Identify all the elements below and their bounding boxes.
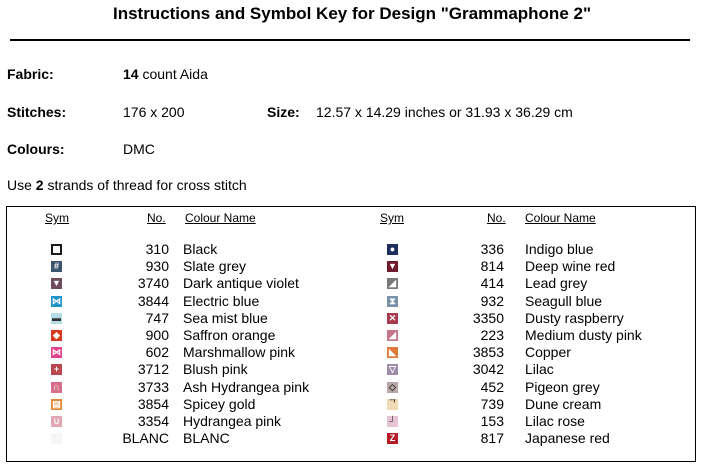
colour-name: Ash Hydrangea pink (183, 378, 310, 395)
dmc-number: 414 (480, 275, 504, 292)
strands-note (7, 177, 247, 193)
dmc-number: 153 (480, 412, 504, 429)
header-sym-left: Sym (45, 211, 69, 225)
colour-name: Dusty raspberry (525, 309, 624, 326)
colour-name: Seagull blue (525, 292, 603, 309)
key-row (7, 361, 352, 378)
key-row (7, 275, 352, 292)
key-row (352, 293, 697, 310)
symbol-swatch-icon: ▬ (52, 312, 61, 323)
strands-post: strands of thread for cross stitch (43, 177, 247, 193)
colour-name: Marshmallow pink (183, 344, 296, 361)
symbol-swatch-icon: ⋈ (52, 295, 61, 306)
dmc-number: 3740 (137, 275, 169, 292)
colour-name: Lilac (525, 361, 554, 378)
dmc-number: 3712 (137, 361, 169, 378)
symbol-swatch-icon: Z (387, 433, 398, 444)
key-row (352, 241, 697, 258)
colours-label: Colours: (7, 141, 65, 157)
key-row (7, 241, 352, 258)
header-sym-right: Sym (380, 211, 404, 225)
key-row (352, 430, 697, 447)
symbol-swatch-icon: + (51, 364, 62, 375)
colour-name: Saffron orange (183, 326, 276, 343)
key-row (7, 396, 352, 413)
symbol-swatch-icon: ∪ (51, 416, 62, 427)
colour-name: Blush pink (183, 361, 248, 378)
symbol-key-table (6, 206, 696, 462)
key-column-left (7, 241, 352, 447)
colour-name: Spicey gold (183, 395, 256, 412)
dmc-number: 3042 (472, 361, 504, 378)
title-divider (10, 39, 690, 41)
symbol-swatch-icon: ◢ (387, 278, 398, 289)
dmc-number: 930 (145, 258, 169, 275)
dmc-number: 814 (480, 258, 504, 275)
page-title: Instructions and Symbol Key for Design "Grammaphone 2" (112, 4, 592, 23)
symbol-swatch-icon: ◆ (51, 330, 62, 341)
fabric-count: 14 (123, 66, 139, 82)
dmc-number: 3854 (137, 395, 169, 412)
colour-name: BLANC (183, 430, 230, 447)
dmc-number: 739 (480, 395, 504, 412)
key-row (7, 413, 352, 430)
symbol-swatch-icon: # (51, 261, 62, 272)
dmc-number: BLANC (122, 430, 169, 447)
symbol-swatch-icon: ✕ (388, 312, 397, 323)
colour-name: Dark antique violet (183, 275, 299, 292)
colour-name: Indigo blue (525, 241, 594, 257)
colour-name: Electric blue (183, 292, 260, 309)
dmc-number: 602 (145, 344, 169, 361)
colours-value: DMC (123, 141, 155, 157)
size-label: Size: (267, 104, 300, 120)
header-no-right: No. (487, 211, 506, 225)
dmc-number: 3844 (137, 292, 169, 309)
symbol-swatch-icon: ▽ (387, 364, 398, 375)
symbol-swatch-icon: ◇ (387, 382, 398, 393)
key-row (352, 310, 697, 327)
key-row (7, 327, 352, 344)
header-name-right: Colour Name (525, 211, 596, 225)
dmc-number: 336 (480, 241, 504, 257)
symbol-swatch-icon: ● (387, 244, 398, 255)
stitches-label: Stitches: (7, 104, 67, 120)
stitches-value: 176 x 200 (123, 104, 185, 120)
symbol-swatch-icon: ▼ (388, 261, 397, 272)
key-row (7, 430, 352, 447)
dmc-number: 3853 (472, 344, 504, 361)
symbol-swatch-icon (51, 433, 62, 444)
symbol-swatch-icon: ◢ (387, 330, 398, 341)
key-row (7, 344, 352, 361)
key-row (352, 327, 697, 344)
symbol-swatch-icon: ┘ (387, 416, 398, 427)
colour-name: Black (183, 241, 218, 257)
dmc-number: 3354 (137, 412, 169, 429)
dmc-number: 310 (145, 241, 169, 257)
colour-name: Japanese red (525, 430, 610, 447)
key-row (7, 310, 352, 327)
dmc-number: 900 (145, 326, 169, 343)
key-column-right (352, 241, 697, 447)
fabric-value (123, 66, 208, 82)
header-no-left: No. (147, 211, 166, 225)
header-name-left: Colour Name (185, 211, 256, 225)
symbol-swatch-icon: ⋈ (52, 347, 61, 358)
symbol-swatch-icon: ᄀ (388, 398, 397, 409)
key-row (7, 379, 352, 396)
dmc-number: 932 (480, 292, 504, 309)
symbol-swatch-icon: ⧗ (387, 296, 398, 307)
fabric-label: Fabric: (7, 66, 54, 82)
size-value: 12.57 x 14.29 inches or 31.93 x 36.29 cm (316, 104, 573, 120)
colour-name: Slate grey (183, 258, 247, 275)
fabric-type: count Aida (138, 66, 208, 82)
key-row (7, 258, 352, 275)
key-row (352, 361, 697, 378)
dmc-number: 817 (480, 430, 504, 447)
strands-pre: Use (7, 177, 36, 193)
key-row (352, 258, 697, 275)
colour-name: Copper (525, 344, 571, 361)
symbol-swatch-icon: ◣ (387, 347, 398, 358)
dmc-number: 3350 (472, 309, 504, 326)
dmc-number: 452 (480, 378, 504, 395)
key-row (352, 275, 697, 292)
symbol-swatch-icon: ▼ (52, 278, 61, 289)
dmc-number: 747 (145, 309, 169, 326)
strands-count: 2 (35, 177, 44, 193)
key-row (352, 344, 697, 361)
colour-name: Deep wine red (525, 258, 616, 275)
symbol-swatch-icon: ▤ (52, 398, 61, 409)
dmc-number: 3733 (137, 378, 169, 395)
colour-name: Sea mist blue (183, 309, 268, 326)
colour-name: Medium dusty pink (525, 326, 642, 343)
key-row (352, 413, 697, 430)
colour-name: Dune cream (525, 395, 602, 412)
key-row (352, 379, 697, 396)
symbol-swatch-icon: ∩ (51, 382, 62, 393)
dmc-number: 223 (480, 326, 504, 343)
symbol-swatch-icon (51, 244, 62, 255)
colour-name: Hydrangea pink (183, 412, 282, 429)
colour-name: Lead grey (525, 275, 588, 292)
key-row (352, 396, 697, 413)
key-row (7, 293, 352, 310)
colour-name: Lilac rose (525, 412, 585, 429)
colour-name: Pigeon grey (525, 378, 600, 395)
